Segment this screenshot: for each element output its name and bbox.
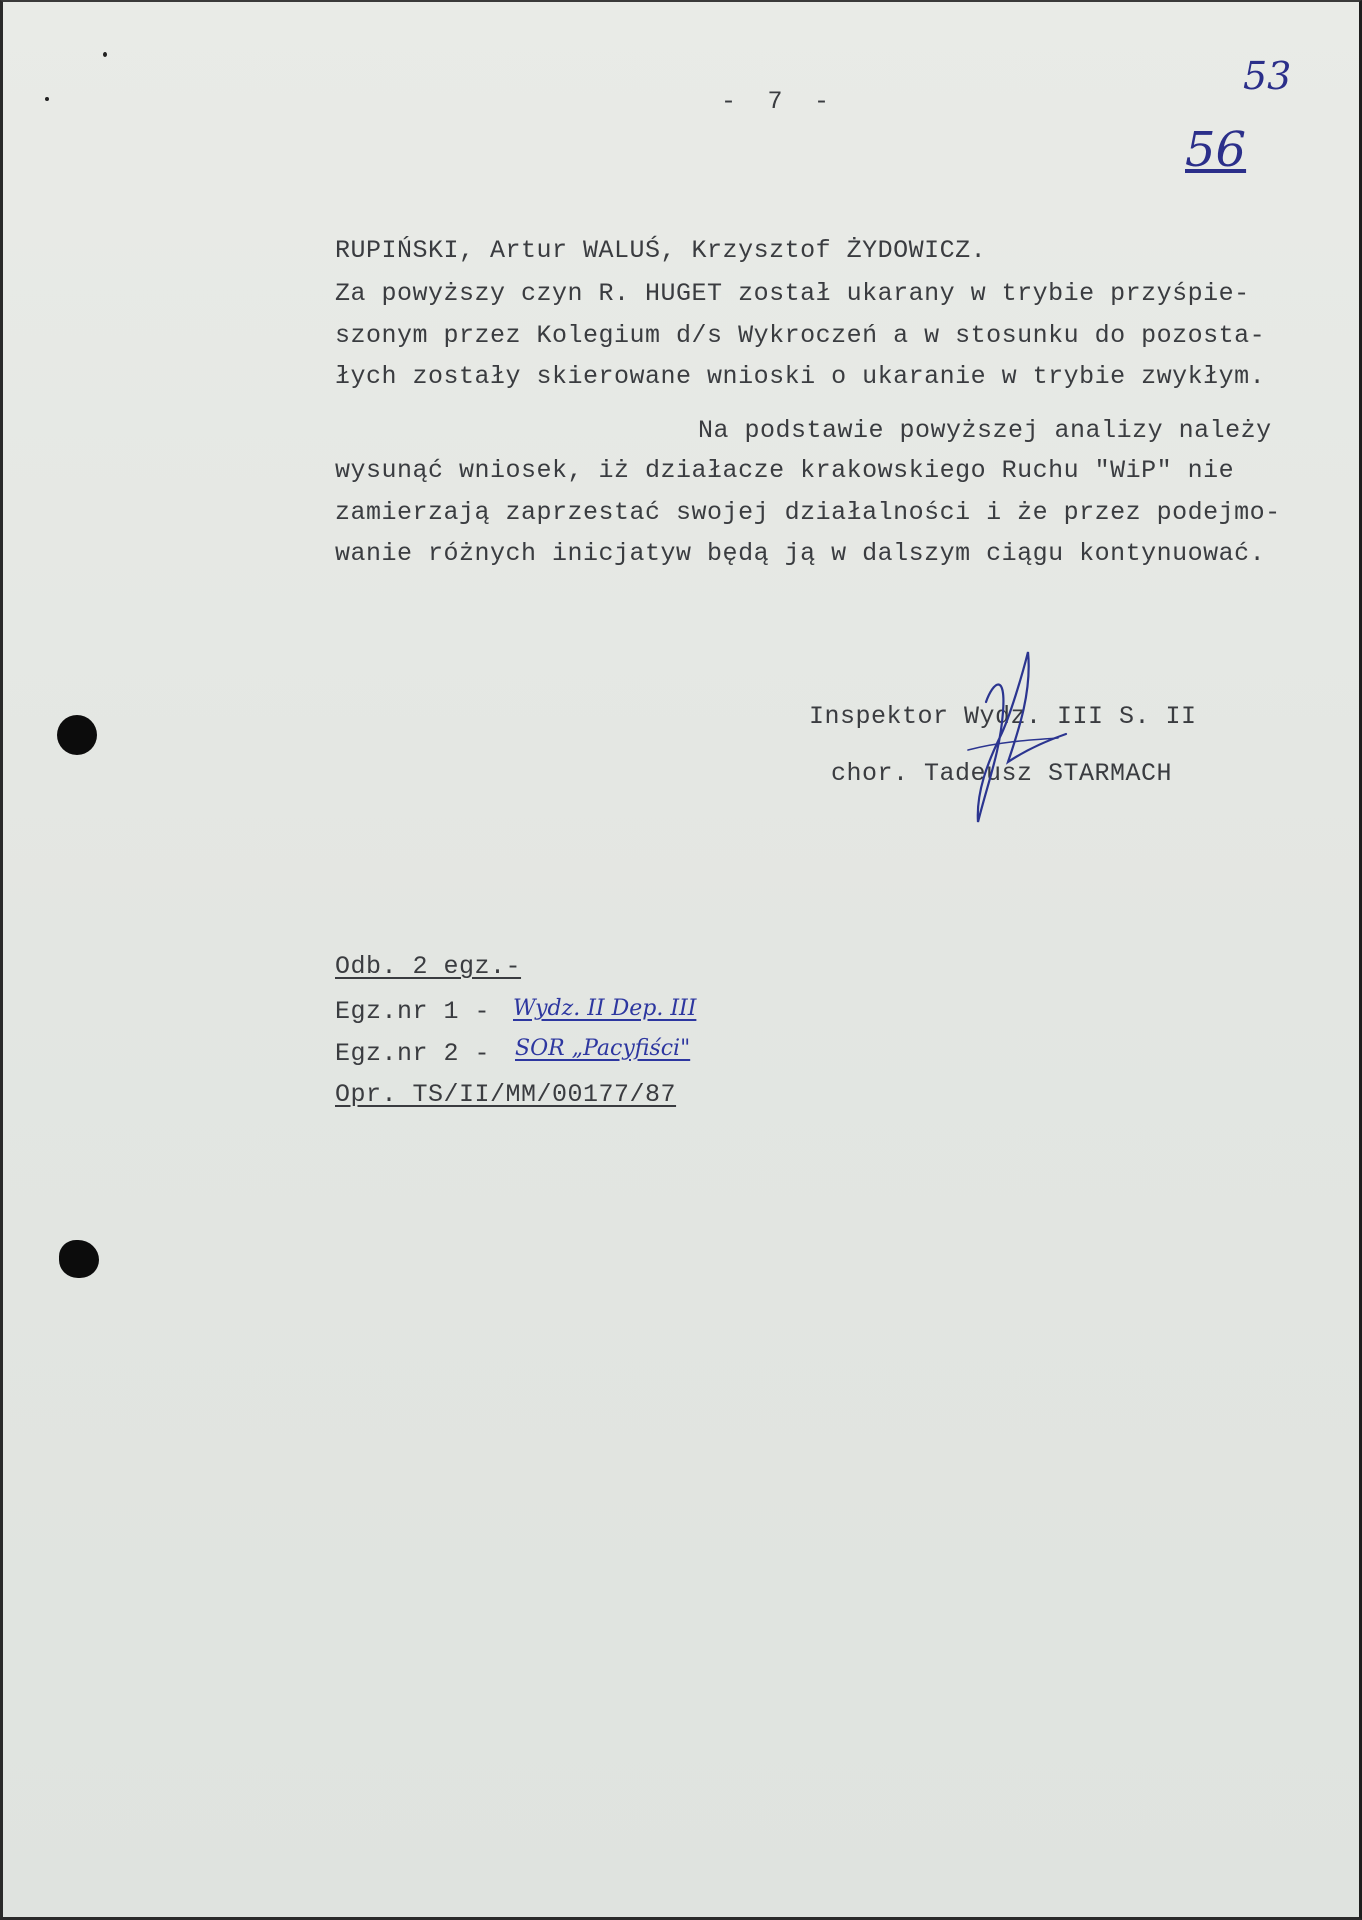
signature-title: Inspektor Wydz. III S. II xyxy=(809,702,1197,731)
distribution-header: Odb. 2 egz.- xyxy=(335,952,522,981)
copy-1-recipient: Wydz. II Dep. III xyxy=(513,996,697,1021)
body-line-1: RUPIŃSKI, Artur WALUŚ, Krzysztof ŻYDOWICZ. xyxy=(335,236,987,265)
speck-mark xyxy=(103,52,107,57)
page-number: - 7 - xyxy=(721,87,830,116)
reference-number: Opr. TS/II/MM/00177/87 xyxy=(335,1080,677,1109)
copy-2-label: Egz.nr 2 - xyxy=(335,1039,491,1068)
archive-number-lower: 56 xyxy=(1185,122,1247,178)
body-line-8: wanie różnych inicjatyw będą ją w dalszym ciągu kontynuować. xyxy=(335,539,1266,568)
signature-name: chor. Tadeusz STARMACH xyxy=(831,759,1173,788)
body-line-6: wysunąć wniosek, iż działacze krakowskiego Ruchu "WiP" nie xyxy=(335,456,1235,485)
punch-hole-bottom xyxy=(59,1240,99,1278)
speck-mark xyxy=(45,97,49,101)
body-line-7: zamierzają zaprzestać swojej działalności i że przez podejmo- xyxy=(335,498,1281,527)
body-line-4: łych zostały skierowane wnioski o ukaranie w trybie zwykłym. xyxy=(335,362,1266,391)
body-line-5: Na podstawie powyższej analizy należy xyxy=(698,416,1272,445)
body-line-2: Za powyższy czyn R. HUGET został ukarany w trybie przyśpie- xyxy=(335,279,1250,308)
punch-hole-top xyxy=(57,715,97,755)
copy-2-recipient: SOR „Pacyfiści" xyxy=(515,1036,691,1061)
body-line-3: szonym przez Kolegium d/s Wykroczeń a w stosunku do pozosta- xyxy=(335,321,1266,350)
archive-number-upper: 53 xyxy=(1243,54,1292,98)
handwritten-signature xyxy=(948,642,1078,832)
copy-1-label: Egz.nr 1 - xyxy=(335,997,491,1026)
